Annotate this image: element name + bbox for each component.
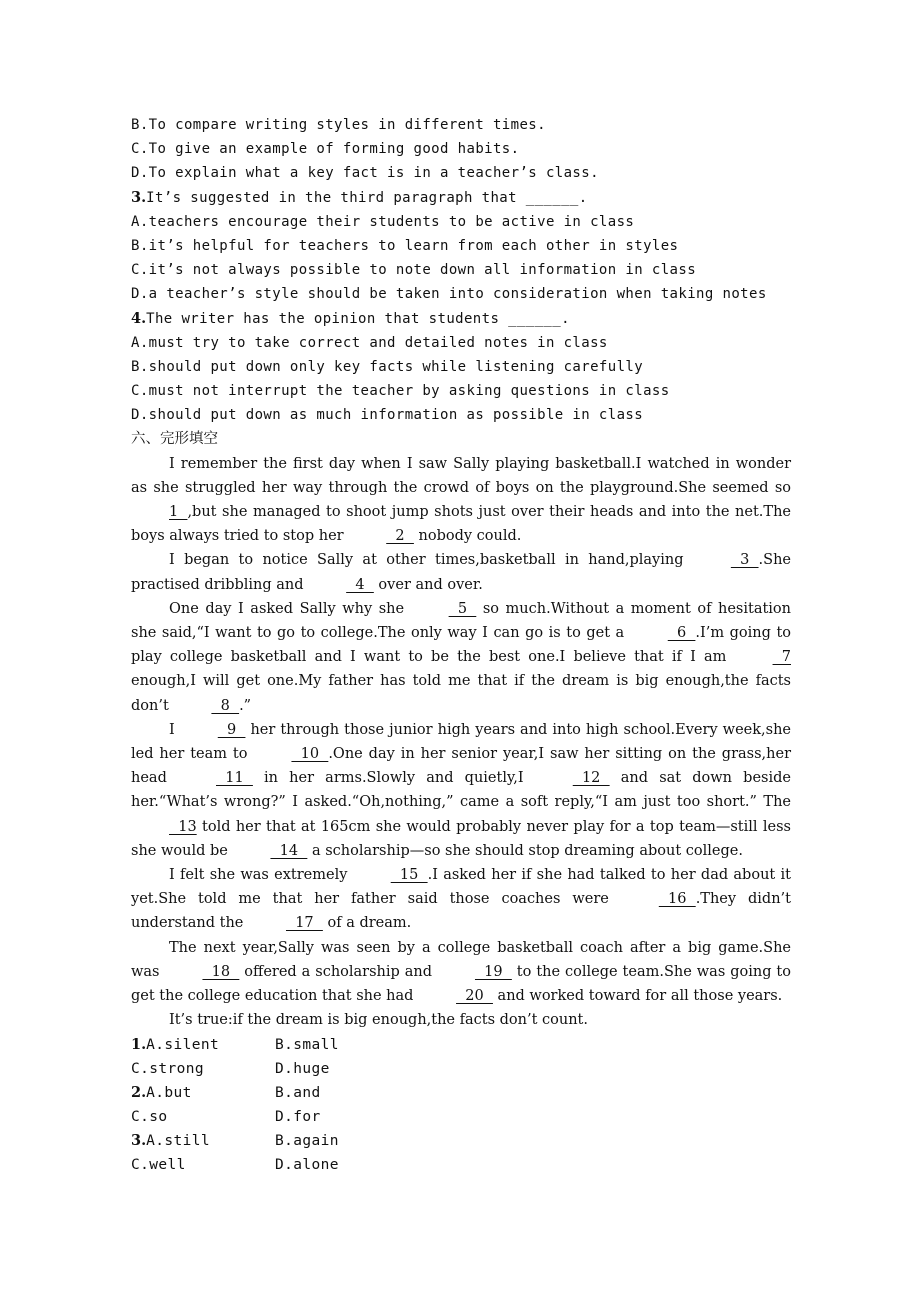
blank-14: 14 (270, 842, 308, 859)
blank-11: 11 (216, 770, 253, 787)
blank-8: 8 (211, 697, 240, 714)
section-heading: 六、完形填空 (131, 431, 218, 448)
blank-17: 17 (285, 915, 323, 932)
option-row: C.so D.for (131, 1109, 321, 1126)
blank-4: 4 (346, 576, 374, 593)
option-row: C.strong D.huge (131, 1060, 330, 1077)
blank-9: 9 (217, 721, 246, 738)
blank-12: 12 (572, 770, 610, 787)
option-row: 1.A.silent B.small (131, 1035, 339, 1053)
option-line: A.must try to take correct and detailed notes in class (131, 334, 608, 351)
option-line: B.To compare writing styles in different times. (131, 117, 546, 133)
option-row: 2.A.but B.and (131, 1083, 321, 1101)
blank-1: 1 (169, 504, 188, 521)
blank-7: 7 (772, 649, 791, 666)
question-line: 3.It’s suggested in the third paragraph that ______. (131, 188, 588, 206)
passage-paragraph: It’s true:if the dream is big enough,the facts don’t count. (169, 1012, 588, 1029)
page-content (131, 113, 791, 1178)
cloze-options (131, 1033, 791, 1178)
option-row: 3.A.still B.again (131, 1132, 339, 1150)
passage-paragraph: I began to notice Sally at other times,basketball in hand,playing 3 .She practised dribbling and 4 over and over. (131, 548, 791, 596)
passage-paragraph: I 9 her through those junior high years and into high school.Every week,she led her team to 10 .One day in her senior year,I saw her sitting on the grass,her head 11 in her arms.Slowly and quietly,I 12 and sat down beside her.“What’s wrong?” I asked.“Oh,nothing,” came a soft reply,“I am just too short.” The 13 told her that at 165cm she would probably never play for a top team—still less she would be 14 a scholarship—so she should stop dreaming about college. (131, 718, 791, 863)
option-line: D.To explain what a key fact is in a teacher’s class. (131, 165, 599, 182)
blank-6: 6 (667, 625, 696, 642)
option-line: C.To give an example of forming good habits. (131, 141, 520, 158)
reading-questions (131, 113, 791, 427)
passage-paragraph: I remember the first day when I saw Sally playing basketball.I watched in wonder as she struggled her way through the crowd of boys on the playground.She seemed so 1 ,but she managed to shoot jump shots just over their heads and into the net.The boys always tried to stop her 2 nobody could. (131, 452, 791, 549)
option-line: B.should put down only key facts while listening carefully (131, 358, 644, 375)
cloze-passage (131, 452, 791, 1033)
blank-18: 18 (202, 963, 240, 980)
blank-16: 16 (658, 891, 696, 908)
option-line: A.teachers encourage their students to be active in class (131, 213, 635, 230)
blank-10: 10 (291, 746, 329, 763)
blank-5: 5 (448, 600, 477, 617)
option-line: C.must not interrupt the teacher by asking questions in class (131, 383, 670, 400)
blank-13: 13 (169, 818, 197, 835)
option-line: D.a teacher’s style should be taken into consideration when taking notes (131, 286, 767, 303)
option-line: B.it’s helpful for teachers to learn from each other in styles (131, 237, 679, 254)
blank-3: 3 (730, 552, 759, 569)
question-line: 4.The writer has the opinion that students ______. (131, 309, 570, 327)
passage-paragraph: The next year,Sally was seen by a college basketball coach after a big game.She was 18 offered a scholarship and 19 to the college team.She was going to get the college education that she had 20 and worked toward for all those years. (131, 936, 791, 1009)
passage-paragraph: I felt she was extremely 15 .I asked her if she had talked to her dad about it yet.She told me that her father said those coaches were 16 .They didn’t understand the 17 of a dream. (131, 863, 791, 936)
blank-19: 19 (474, 963, 512, 980)
passage-paragraph: One day I asked Sally why she 5 so much.Without a moment of hesitation she said,“I want to go to college.The only way I can go is to get a 6 .I’m going to play college basketball and I want to be the best one.I believe that if I am 7 enough,I will get one.My father has told me that if the dream is big enough,the facts don’t 8 .” (131, 597, 791, 718)
option-row: C.well D.alone (131, 1157, 339, 1174)
option-line: D.should put down as much information as possible in class (131, 407, 644, 424)
blank-15: 15 (390, 867, 428, 884)
option-line: C.it’s not always possible to note down all information in class (131, 262, 697, 279)
blank-20: 20 (456, 988, 493, 1005)
blank-2: 2 (386, 528, 414, 545)
